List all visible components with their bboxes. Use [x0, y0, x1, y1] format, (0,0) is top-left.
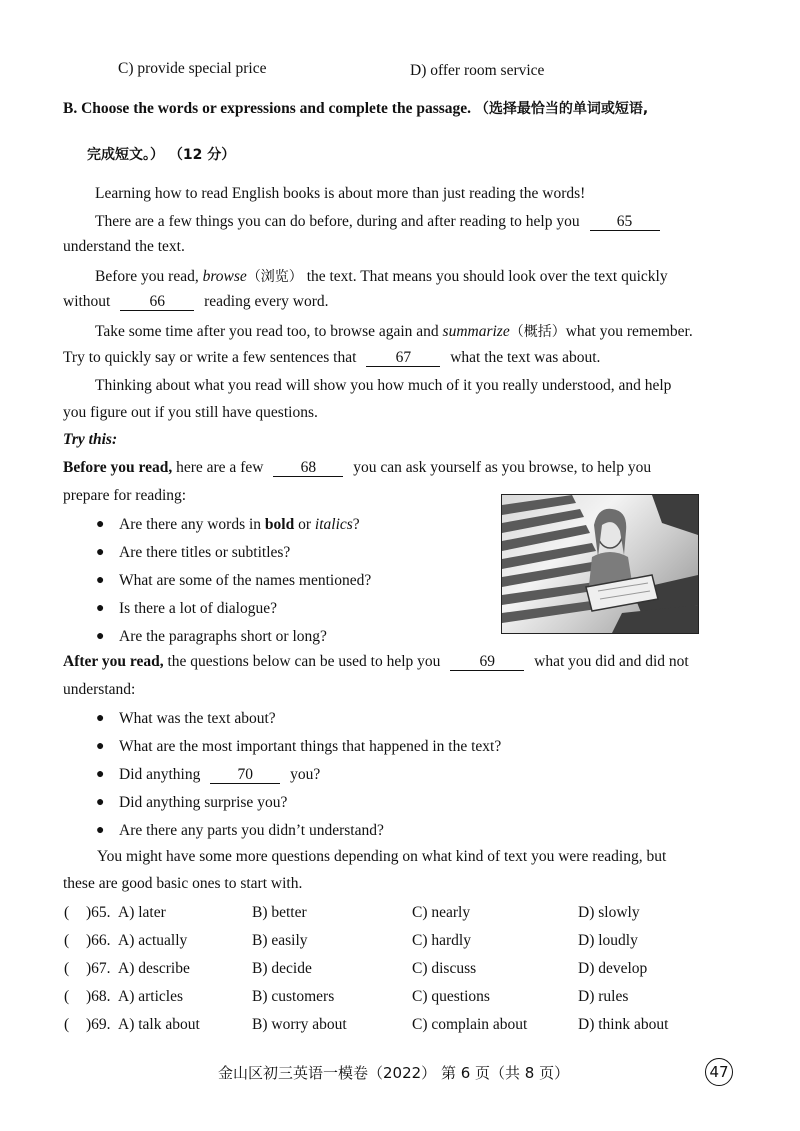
reading-girl-illustration	[502, 495, 698, 633]
passage-text: what the text was about.	[450, 349, 601, 366]
bullet-icon: ●	[96, 795, 105, 810]
answer-paren[interactable]: (	[64, 988, 70, 1005]
option-c[interactable]: C) complain about	[412, 1016, 528, 1033]
list-item	[94, 765, 501, 793]
list-item	[94, 599, 371, 627]
bullet-text-bold: bold	[264, 516, 295, 533]
option-b[interactable]: B) better	[252, 904, 307, 921]
passage-text: without	[63, 293, 111, 310]
section-heading	[63, 98, 648, 118]
bullet-text-italic: italics	[314, 516, 353, 533]
answer-paren[interactable]: (	[64, 960, 70, 977]
passage-paragraph-2-line1	[95, 213, 660, 231]
bullet-text: you?	[290, 766, 321, 783]
option-b[interactable]: B) worry about	[252, 1016, 347, 1033]
option-d[interactable]: D) think about	[578, 1016, 669, 1033]
closing-line2: these are good basic ones to start with.	[63, 875, 303, 892]
bullet-text: Are there any words in	[119, 516, 262, 533]
passage-paragraph-3-line2	[63, 293, 329, 311]
after-you-read-line2: understand:	[63, 681, 136, 698]
question-number: )69.	[86, 1016, 111, 1033]
reading-girl-photo	[501, 494, 699, 634]
passage-paragraph-1: Learning how to read English books is about more than just reading the words!	[95, 185, 586, 202]
option-a[interactable]: A) describe	[118, 960, 190, 977]
bullet-text: Is there a lot of dialogue?	[119, 600, 277, 617]
question-row-65	[64, 902, 704, 924]
question-number: )65.	[86, 904, 111, 921]
option-d[interactable]: D) slowly	[578, 904, 640, 921]
list-item	[94, 571, 371, 599]
passage-text: the questions below can be used to help you	[167, 653, 441, 670]
passage-text: you can ask yourself as you browse, to help you	[353, 459, 652, 476]
bullet-text: What was the text about?	[119, 710, 276, 727]
question-row-66	[64, 930, 704, 952]
section-heading-en: B. Choose the words or expressions and complete the passage.	[63, 100, 472, 117]
answer-paren[interactable]: (	[64, 1016, 70, 1033]
answer-paren[interactable]: (	[64, 904, 70, 921]
before-you-read-line2: prepare for reading:	[63, 487, 187, 504]
list-item	[94, 543, 371, 571]
bullet-icon: ●	[96, 573, 105, 588]
question-row-69	[64, 1014, 704, 1036]
term-summarize-cn: （概括）	[509, 324, 566, 340]
bullet-icon: ●	[96, 629, 105, 644]
option-d-offer-room-service: D) offer room service	[410, 62, 545, 79]
passage-text: Try to quickly say or write a few sentences that	[63, 349, 357, 366]
question-number: )66.	[86, 932, 111, 949]
option-c[interactable]: C) questions	[412, 988, 490, 1005]
passage-text: Before you read,	[95, 268, 199, 285]
option-a[interactable]: A) articles	[118, 988, 183, 1005]
passage-paragraph-3-line1	[95, 266, 668, 286]
closing-line1: You might have some more questions depending on what kind of text you were reading, but	[97, 848, 667, 865]
question-row-67	[64, 958, 704, 980]
passage-text: reading every word.	[204, 293, 329, 310]
blank-65[interactable]: 65	[590, 214, 660, 231]
bullet-text: Did anything surprise you?	[119, 794, 288, 811]
list-item	[94, 793, 501, 821]
term-browse-cn: （浏览）	[246, 269, 303, 285]
bullet-text: or	[298, 516, 312, 533]
bullet-icon: ●	[96, 601, 105, 616]
option-b[interactable]: B) decide	[252, 960, 312, 977]
page-badge: 47	[705, 1058, 733, 1086]
bullet-text: Are there any parts you didn’t understand?	[119, 822, 384, 839]
blank-66[interactable]: 66	[120, 294, 194, 311]
option-c[interactable]: C) discuss	[412, 960, 477, 977]
option-d[interactable]: D) rules	[578, 988, 629, 1005]
bullet-icon: ●	[96, 767, 105, 782]
section-heading-cn: （选择最恰当的单词或短语,	[474, 101, 649, 117]
question-row-68	[64, 986, 704, 1008]
list-item	[94, 709, 501, 737]
bullet-text: Did anything	[119, 766, 201, 783]
list-item	[94, 627, 371, 655]
blank-69[interactable]: 69	[450, 654, 524, 671]
passage-paragraph-4-line2	[63, 349, 600, 367]
option-c[interactable]: C) hardly	[412, 932, 471, 949]
after-reading-questions	[94, 709, 501, 849]
blank-68[interactable]: 68	[273, 460, 343, 477]
bullet-text: Are there titles or subtitles?	[119, 544, 291, 561]
bullet-icon: ●	[96, 517, 105, 532]
list-item	[94, 821, 501, 849]
bullet-text: Are the paragraphs short or long?	[119, 628, 327, 645]
option-a[interactable]: A) actually	[118, 932, 188, 949]
blank-70[interactable]: 70	[210, 767, 280, 784]
bullet-text: ?	[352, 516, 360, 533]
passage-text: the text. That means you should look over the text quickly	[306, 268, 668, 285]
answer-paren[interactable]: (	[64, 932, 70, 949]
section-heading-cn-line2: 完成短文。） （12 分）	[87, 147, 236, 163]
bullet-text: What are some of the names mentioned?	[119, 572, 372, 589]
passage-paragraph-5-line2: you figure out if you still have questions.	[63, 404, 318, 421]
question-number: )68.	[86, 988, 111, 1005]
bullet-icon: ●	[96, 739, 105, 754]
term-browse: browse	[202, 268, 247, 285]
option-a[interactable]: A) talk about	[118, 1016, 200, 1033]
after-you-read-label: After you read,	[63, 653, 164, 670]
before-you-read-label: Before you read,	[63, 459, 173, 476]
bullet-icon: ●	[96, 711, 105, 726]
option-b[interactable]: B) easily	[252, 932, 308, 949]
passage-paragraph-4-line1	[95, 321, 693, 341]
before-reading-questions	[94, 515, 371, 655]
passage-text: There are a few things you can do before, during and after reading to help you	[95, 213, 580, 230]
passage-paragraph-5-line1: Thinking about what you read will show you how much of it you really understood, and help	[95, 377, 672, 394]
passage-text: what you did and did not	[534, 653, 689, 670]
passage-paragraph-2-line2: understand the text.	[63, 238, 185, 255]
passage-text: here are a few	[176, 459, 264, 476]
list-item	[94, 737, 501, 765]
option-a[interactable]: A) later	[118, 904, 166, 921]
option-c-provide-special-price: C) provide special price	[118, 60, 267, 77]
bullet-icon: ●	[96, 823, 105, 838]
page-footer: 金山区初三英语一模卷（2022） 第 6 页（共 8 页）	[218, 1064, 570, 1082]
bullet-icon: ●	[96, 545, 105, 560]
passage-text: what you remember.	[565, 323, 693, 340]
blank-67[interactable]: 67	[366, 350, 440, 367]
option-d[interactable]: D) loudly	[578, 932, 638, 949]
after-you-read-line1	[63, 653, 689, 671]
list-item	[94, 515, 371, 543]
passage-text: Take some time after you read too, to browse again and	[95, 323, 439, 340]
try-this-heading: Try this:	[63, 431, 118, 448]
bullet-text: What are the most important things that happened in the text?	[119, 738, 502, 755]
option-d[interactable]: D) develop	[578, 960, 648, 977]
question-number: )67.	[86, 960, 111, 977]
term-summarize: summarize	[442, 323, 510, 340]
option-b[interactable]: B) customers	[252, 988, 335, 1005]
option-c[interactable]: C) nearly	[412, 904, 471, 921]
before-you-read-line1	[63, 459, 651, 477]
